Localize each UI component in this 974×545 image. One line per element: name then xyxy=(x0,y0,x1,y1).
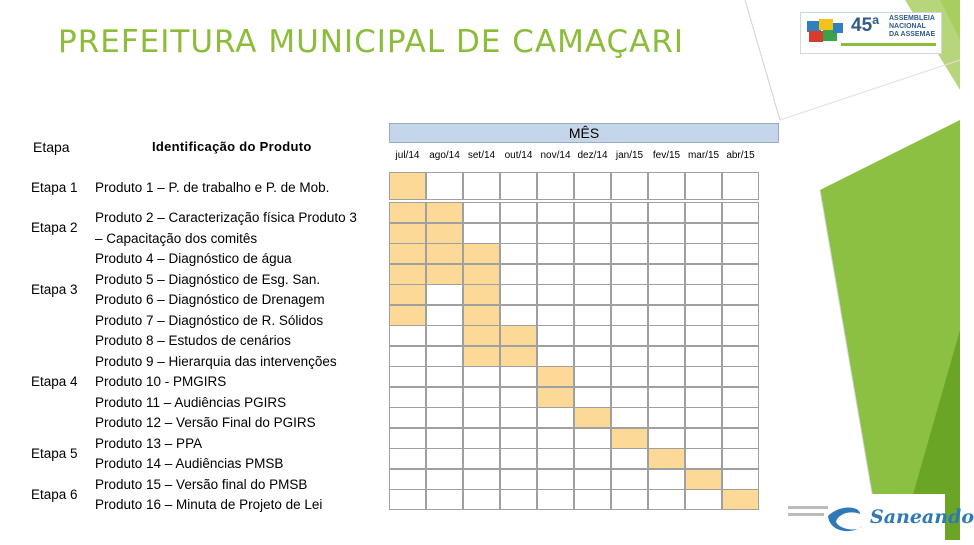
schedule-cell xyxy=(685,243,722,264)
schedule-cell xyxy=(611,366,648,387)
assemae-logo xyxy=(800,12,942,54)
schedule-cell xyxy=(500,223,537,244)
month-label: abr/15 xyxy=(726,150,755,161)
schedule-cell xyxy=(722,243,759,264)
schedule-cell-active xyxy=(463,305,500,326)
schedule-cell xyxy=(500,448,537,469)
schedule-cell xyxy=(685,284,722,305)
schedule-cell xyxy=(648,407,685,428)
schedule-cell xyxy=(611,387,648,408)
deco-line-1 xyxy=(745,0,780,120)
schedule-cell xyxy=(537,428,574,449)
month-label: out/14 xyxy=(504,150,533,161)
schedule-cell xyxy=(574,284,611,305)
schedule-cell xyxy=(537,469,574,490)
product-label: – Capacitação dos comitês xyxy=(95,230,258,246)
month-label: fev/15 xyxy=(652,150,681,161)
schedule-cell-active xyxy=(500,325,537,346)
schedule-cell xyxy=(722,305,759,326)
schedule-cell xyxy=(611,325,648,346)
schedule-cell xyxy=(648,202,685,223)
schedule-cell-active xyxy=(426,202,463,223)
assemae-number: 45ª xyxy=(851,15,880,36)
schedule-cell-active xyxy=(389,223,426,244)
schedule-cell xyxy=(574,305,611,326)
schedule-cell xyxy=(722,223,759,244)
schedule-cell xyxy=(648,264,685,285)
etapa-label: Etapa 5 xyxy=(31,445,78,461)
months-row xyxy=(389,150,779,164)
schedule-cell xyxy=(648,284,685,305)
schedule-cell xyxy=(500,366,537,387)
schedule-cell xyxy=(648,325,685,346)
schedule-cell xyxy=(685,223,722,244)
month-label: set/14 xyxy=(467,150,496,161)
schedule-cell xyxy=(685,448,722,469)
schedule-cell xyxy=(574,469,611,490)
schedule-cell xyxy=(685,172,722,200)
schedule-cell xyxy=(389,469,426,490)
assemae-text xyxy=(889,15,935,39)
schedule-cell xyxy=(389,448,426,469)
schedule-cell-active xyxy=(500,346,537,367)
schedule-cell-active xyxy=(426,223,463,244)
schedule-cell xyxy=(611,489,648,510)
schedule-cell xyxy=(611,223,648,244)
product-label: Produto 16 – Minuta de Projeto de Lei xyxy=(95,497,323,512)
schedule-cell xyxy=(574,428,611,449)
product-label: Produto 13 – PPA xyxy=(95,435,203,451)
schedule-cell xyxy=(389,489,426,510)
schedule-cell xyxy=(537,448,574,469)
schedule-cell xyxy=(574,448,611,469)
schedule-cell xyxy=(500,172,537,200)
schedule-cell xyxy=(722,366,759,387)
schedule-cell xyxy=(537,264,574,285)
schedule-cell xyxy=(463,448,500,469)
schedule-cell xyxy=(685,428,722,449)
month-label: dez/14 xyxy=(577,150,608,161)
schedule-cell xyxy=(722,346,759,367)
schedule-cell xyxy=(463,469,500,490)
schedule-cell xyxy=(500,387,537,408)
schedule-cell xyxy=(722,428,759,449)
schedule-cell xyxy=(426,172,463,200)
schedule-cell xyxy=(574,223,611,244)
product-label: Produto 7 – Diagnóstico de R. Sólidos xyxy=(95,312,324,328)
schedule-cell xyxy=(426,407,463,428)
schedule-cell xyxy=(648,366,685,387)
schedule-cell xyxy=(722,284,759,305)
product-label: Produto 8 – Estudos de cenários xyxy=(95,333,291,348)
schedule-cell xyxy=(463,407,500,428)
schedule-cell xyxy=(426,469,463,490)
schedule-cell xyxy=(463,366,500,387)
schedule-cell xyxy=(537,346,574,367)
schedule-cell xyxy=(389,387,426,408)
schedule-cell xyxy=(648,428,685,449)
product-label: Produto 12 – Versão Final do PGIRS xyxy=(95,415,316,430)
month-label: ago/14 xyxy=(429,150,460,161)
product-label: Produto 14 – Audiências PMSB xyxy=(95,456,284,471)
schedule-cell-active xyxy=(463,346,500,367)
schedule-cell-active xyxy=(389,284,426,305)
schedule-cell xyxy=(722,264,759,285)
schedule-cell xyxy=(611,305,648,326)
schedule-cell xyxy=(537,172,574,200)
schedule-cell xyxy=(685,407,722,428)
header-etapa: Etapa xyxy=(33,139,70,155)
schedule-cell xyxy=(500,305,537,326)
schedule-cell xyxy=(648,243,685,264)
schedule-cell xyxy=(426,489,463,510)
schedule-cell-active xyxy=(537,387,574,408)
schedule-cell xyxy=(537,202,574,223)
schedule-cell xyxy=(574,243,611,264)
schedule-cell xyxy=(426,346,463,367)
product-label: Produto 5 – Diagnóstico de Esg. San. xyxy=(95,271,321,287)
schedule-cell xyxy=(722,407,759,428)
schedule-cell xyxy=(500,264,537,285)
schedule-cell xyxy=(685,366,722,387)
schedule-cell-active xyxy=(463,284,500,305)
schedule-cell xyxy=(685,489,722,510)
product-label: Produto 15 – Versão final do PMSB xyxy=(95,476,308,492)
schedule-cell-active xyxy=(389,243,426,264)
schedule-cell xyxy=(722,448,759,469)
saneando-logo xyxy=(780,494,974,540)
schedule-cell xyxy=(574,202,611,223)
etapa-label: Etapa 1 xyxy=(31,180,78,195)
schedule-cell-active xyxy=(426,243,463,264)
schedule-cell xyxy=(611,243,648,264)
schedule-cell xyxy=(537,223,574,244)
assemae-line-1: ASSEMBLEIA xyxy=(889,15,935,22)
schedule-cell xyxy=(426,325,463,346)
schedule-cell xyxy=(648,489,685,510)
schedule-cell-active xyxy=(389,202,426,223)
schedule-cell xyxy=(463,428,500,449)
schedule-cell xyxy=(722,202,759,223)
month-label: jan/15 xyxy=(615,150,644,161)
schedule-cell xyxy=(611,264,648,285)
schedule-cell xyxy=(500,284,537,305)
page-title: PREFEITURA MUNICIPAL DE CAMAÇARI xyxy=(58,24,685,60)
schedule-cell-active xyxy=(722,489,759,510)
schedule-cell xyxy=(426,305,463,326)
schedule-cell xyxy=(500,489,537,510)
schedule-cell-active xyxy=(389,264,426,285)
schedule-cell xyxy=(463,223,500,244)
schedule-cell-active xyxy=(611,428,648,449)
schedule-cell xyxy=(463,172,500,200)
schedule-cell xyxy=(574,172,611,200)
etapa-label: Etapa 4 xyxy=(31,374,78,389)
schedule-cell xyxy=(574,346,611,367)
schedule-cell xyxy=(500,428,537,449)
schedule-cell xyxy=(463,202,500,223)
schedule-cell xyxy=(648,387,685,408)
schedule-cell xyxy=(685,325,722,346)
schedule-cell xyxy=(685,387,722,408)
schedule-cell xyxy=(389,346,426,367)
schedule-cell-active xyxy=(685,469,722,490)
schedule-cell xyxy=(389,366,426,387)
schedule-cell xyxy=(389,325,426,346)
schedule-cell xyxy=(685,264,722,285)
schedule-cell-active xyxy=(537,366,574,387)
etapa-label: Etapa 2 xyxy=(31,220,78,236)
schedule-cell xyxy=(500,243,537,264)
schedule-cell xyxy=(685,202,722,223)
schedule-cell xyxy=(611,172,648,200)
schedule-cell xyxy=(574,264,611,285)
schedule-cell xyxy=(389,428,426,449)
schedule-cell xyxy=(722,325,759,346)
schedule-cell xyxy=(574,366,611,387)
schedule-cell-active xyxy=(574,407,611,428)
schedule-cell xyxy=(500,202,537,223)
header-identificacao: Identificação do Produto xyxy=(152,139,312,154)
etapa-label: Etapa 6 xyxy=(31,486,78,502)
assemae-line-3: DA ASSEMAE xyxy=(889,31,936,38)
schedule-cell-active xyxy=(389,172,426,200)
month-label: nov/14 xyxy=(540,150,571,161)
schedule-cell-active xyxy=(463,243,500,264)
schedule-cell xyxy=(648,346,685,367)
assemae-line-2: NACIONAL xyxy=(889,23,926,30)
schedule-cell-active xyxy=(426,264,463,285)
schedule-cell xyxy=(537,489,574,510)
schedule-cell xyxy=(611,346,648,367)
schedule-cell xyxy=(463,387,500,408)
schedule-cell xyxy=(500,407,537,428)
product-label: Produto 2 – Caracterização física Produto 3 xyxy=(95,210,357,225)
schedule-cell xyxy=(648,305,685,326)
month-label: jul/14 xyxy=(395,150,420,161)
schedule-cell xyxy=(426,387,463,408)
schedule-cell xyxy=(389,407,426,428)
schedule-cell xyxy=(537,243,574,264)
schedule-cell xyxy=(611,202,648,223)
schedule-cell xyxy=(685,305,722,326)
schedule-cell xyxy=(537,305,574,326)
product-label: Produto 4 – Diagnóstico de água xyxy=(95,251,292,266)
product-label: Produto 6 – Diagnóstico de Drenagem xyxy=(95,292,325,307)
schedule-cell-active xyxy=(648,448,685,469)
schedule-cell xyxy=(426,366,463,387)
schedule-cell xyxy=(463,489,500,510)
product-label: Produto 9 – Hierarquia das intervenções xyxy=(95,353,337,369)
schedule-cell xyxy=(426,448,463,469)
schedule-cell xyxy=(685,346,722,367)
deco-line-3 xyxy=(780,60,960,120)
schedule-cell xyxy=(722,387,759,408)
header-mes xyxy=(389,123,779,143)
schedule-cell xyxy=(648,172,685,200)
schedule-cell xyxy=(574,387,611,408)
product-label: Produto 1 – P. de trabalho e P. de Mob. xyxy=(95,180,330,195)
schedule-cell xyxy=(426,428,463,449)
header-mes-label: MÊS xyxy=(568,125,600,141)
product-label: Produto 11 – Audiências PGIRS xyxy=(95,394,287,410)
schedule-cell xyxy=(611,469,648,490)
schedule-cell-active xyxy=(389,305,426,326)
schedule-cell xyxy=(648,469,685,490)
schedule-cell xyxy=(537,284,574,305)
product-label: Produto 10 - PMGIRS xyxy=(95,374,227,389)
month-label: mar/15 xyxy=(687,150,720,161)
schedule-cell-active xyxy=(463,264,500,285)
schedule-cell xyxy=(537,325,574,346)
schedule-cell xyxy=(574,325,611,346)
etapa-label: Etapa 3 xyxy=(31,281,78,297)
schedule-cell xyxy=(426,284,463,305)
schedule-cell xyxy=(722,172,759,200)
schedule-cell xyxy=(648,223,685,244)
schedule-cell xyxy=(537,407,574,428)
schedule-cell xyxy=(611,407,648,428)
schedule-cell-active xyxy=(463,325,500,346)
schedule-cell xyxy=(574,489,611,510)
schedule-cell xyxy=(611,448,648,469)
schedule-cell xyxy=(722,469,759,490)
schedule-cell xyxy=(611,284,648,305)
saneando-text: Saneando xyxy=(870,506,974,528)
schedule-cell xyxy=(500,469,537,490)
